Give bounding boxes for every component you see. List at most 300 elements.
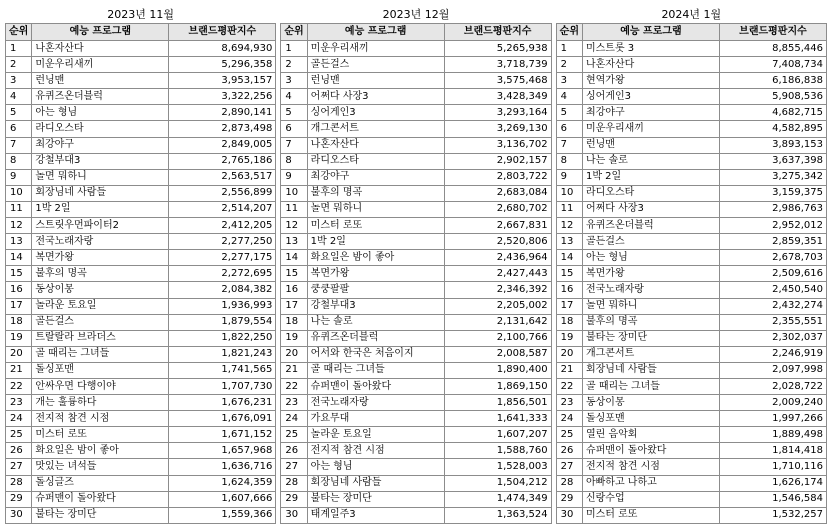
program-cell: 신랑수업 [582,491,719,507]
index-cell: 1,546,584 [719,491,826,507]
program-cell: 회장님네 사람들 [307,475,444,491]
rank-cell: 19 [281,330,307,346]
table-row [6,234,276,250]
ranking-table [5,23,276,524]
ranking-table [280,23,551,524]
index-cell: 1,588,760 [444,443,551,459]
program-cell: 놀면 뭐하니 [582,298,719,314]
table-row [6,266,276,282]
table-row [281,169,551,185]
program-cell: 동상이몽 [582,395,719,411]
rank-cell: 1 [281,41,307,57]
program-cell: 나혼자산다 [307,137,444,153]
table-row [281,362,551,378]
program-cell: 스트릿우먼파이터2 [32,218,169,234]
rank-cell: 13 [281,234,307,250]
rank-cell: 18 [556,314,582,330]
index-cell: 5,908,536 [719,89,826,105]
program-cell: 런닝맨 [32,73,169,89]
program-cell: 1박 2일 [32,201,169,217]
index-cell: 1,869,150 [444,378,551,394]
table-row [281,282,551,298]
program-cell: 복면가왕 [32,250,169,266]
period-title: 2023년 11월 [107,8,175,21]
rank-cell: 16 [6,282,32,298]
table-row [281,314,551,330]
program-cell: 나는 솔로 [307,314,444,330]
table-row [6,185,276,201]
program-cell: 최강야구 [582,105,719,121]
table-row [281,298,551,314]
table-row [6,475,276,491]
index-cell: 2,009,240 [719,395,826,411]
table-row [556,218,826,234]
index-cell: 1,504,212 [444,475,551,491]
program-cell: 슈퍼맨이 돌아왔다 [307,378,444,394]
index-cell: 8,855,446 [719,41,826,57]
rank-cell: 4 [6,89,32,105]
rank-cell: 12 [281,218,307,234]
index-cell: 3,893,153 [719,137,826,153]
index-cell: 2,450,540 [719,282,826,298]
table-row [6,411,276,427]
index-cell: 2,986,763 [719,201,826,217]
table-row [556,475,826,491]
rank-header: 순위 [556,24,582,41]
rank-cell: 12 [6,218,32,234]
table-row [281,105,551,121]
rank-cell: 30 [281,507,307,523]
rank-cell: 22 [281,378,307,394]
rank-cell: 21 [281,362,307,378]
program-cell: 강철부대3 [32,153,169,169]
ranking-table [556,23,827,524]
rank-cell: 26 [281,443,307,459]
table-row [281,201,551,217]
program-cell: 개그콘서트 [582,346,719,362]
table-row [556,73,826,89]
index-cell: 3,575,468 [444,73,551,89]
program-cell: 화요일은 밤이 좋아 [307,250,444,266]
rank-cell: 13 [556,234,582,250]
index-cell: 3,136,702 [444,137,551,153]
rank-cell: 25 [6,427,32,443]
index-cell: 2,277,175 [169,250,276,266]
program-cell: 미운우리새끼 [307,41,444,57]
table-row [556,443,826,459]
program-cell: 안싸우면 다행이야 [32,378,169,394]
rank-cell: 5 [6,105,32,121]
period-block [5,7,276,524]
table-row [281,73,551,89]
program-cell: 1박 2일 [582,169,719,185]
program-cell: 회장님네 사람들 [582,362,719,378]
header-row [281,24,551,41]
rank-cell: 18 [281,314,307,330]
program-cell: 돌싱포맨 [32,362,169,378]
program-cell: 전지적 참견 시점 [32,411,169,427]
rank-cell: 30 [556,507,582,523]
rank-cell: 23 [556,395,582,411]
index-cell: 1,657,968 [169,443,276,459]
table-row [556,185,826,201]
rank-cell: 11 [6,201,32,217]
program-header: 예능 프로그램 [307,24,444,41]
rank-cell: 21 [556,362,582,378]
program-cell: 런닝맨 [307,73,444,89]
rank-cell: 9 [281,169,307,185]
index-cell: 3,322,256 [169,89,276,105]
index-cell: 1,821,243 [169,346,276,362]
rank-cell: 3 [281,73,307,89]
table-row [6,491,276,507]
rank-cell: 20 [6,346,32,362]
table-row [6,395,276,411]
program-cell: 골 때리는 그녀들 [582,378,719,394]
index-cell: 3,718,739 [444,57,551,73]
program-cell: 놀라운 토요일 [307,427,444,443]
index-cell: 2,272,695 [169,266,276,282]
table-row [281,346,551,362]
index-cell: 2,427,443 [444,266,551,282]
index-cell: 2,008,587 [444,346,551,362]
index-cell: 2,277,250 [169,234,276,250]
index-cell: 2,859,351 [719,234,826,250]
index-cell: 2,563,517 [169,169,276,185]
index-cell: 4,582,895 [719,121,826,137]
rank-cell: 27 [556,459,582,475]
program-cell: 미스터 로또 [582,507,719,523]
program-cell: 전국노래자랑 [582,282,719,298]
index-cell: 1,607,666 [169,491,276,507]
program-cell: 슈퍼맨이 돌아왔다 [32,491,169,507]
table-row [281,443,551,459]
index-cell: 1,671,152 [169,427,276,443]
index-cell: 1,607,207 [444,427,551,443]
index-cell: 2,765,186 [169,153,276,169]
rank-cell: 17 [6,298,32,314]
table-row [281,250,551,266]
program-cell: 현역가왕 [582,73,719,89]
program-cell: 나혼자산다 [32,41,169,57]
table-row [556,298,826,314]
program-cell: 불타는 장미단 [307,491,444,507]
program-cell: 화요일은 밤이 좋아 [32,443,169,459]
program-cell: 미스트롯 3 [582,41,719,57]
program-cell: 나혼자산다 [582,57,719,73]
table-row [556,314,826,330]
program-cell: 라디오스타 [32,121,169,137]
table-row [6,427,276,443]
period-title: 2024년 1월 [661,8,722,21]
program-cell: 가요무대 [307,411,444,427]
rank-cell: 17 [281,298,307,314]
rank-cell: 10 [281,185,307,201]
index-cell: 5,265,938 [444,41,551,57]
index-cell: 2,873,498 [169,121,276,137]
index-cell: 1,363,524 [444,507,551,523]
table-row [556,378,826,394]
program-cell: 아빠하고 나하고 [582,475,719,491]
index-cell: 1,997,266 [719,411,826,427]
rank-cell: 2 [281,57,307,73]
rank-cell: 16 [556,282,582,298]
rank-cell: 7 [281,137,307,153]
program-cell: 개그콘서트 [307,121,444,137]
rank-cell: 2 [556,57,582,73]
index-cell: 2,100,766 [444,330,551,346]
index-cell: 1,474,349 [444,491,551,507]
table-row [556,169,826,185]
program-cell: 어서와 한국은 처음이지 [307,346,444,362]
table-row [6,250,276,266]
program-cell: 아는 형님 [307,459,444,475]
program-cell: 라디오스타 [582,185,719,201]
table-row [281,411,551,427]
rank-cell: 6 [6,121,32,137]
rank-cell: 15 [556,266,582,282]
index-cell: 3,159,375 [719,185,826,201]
program-cell: 골 때리는 그녀들 [32,346,169,362]
rank-cell: 5 [556,105,582,121]
program-cell: 최강야구 [32,137,169,153]
table-row [6,218,276,234]
index-cell: 7,408,734 [719,57,826,73]
index-cell: 2,346,392 [444,282,551,298]
index-cell: 1,889,498 [719,427,826,443]
rank-cell: 19 [6,330,32,346]
table-row [6,137,276,153]
rank-cell: 28 [6,475,32,491]
program-cell: 어쩌다 사장3 [582,201,719,217]
rank-cell: 22 [556,378,582,394]
program-cell: 불후의 명곡 [32,266,169,282]
index-cell: 3,275,342 [719,169,826,185]
table-row [6,57,276,73]
program-cell: 돌싱포맨 [582,411,719,427]
index-cell: 1,879,554 [169,314,276,330]
program-cell: 맛있는 녀석들 [32,459,169,475]
rank-cell: 21 [6,362,32,378]
table-row [6,378,276,394]
rank-cell: 19 [556,330,582,346]
rank-cell: 25 [556,427,582,443]
rank-cell: 24 [556,411,582,427]
index-cell: 1,636,716 [169,459,276,475]
table-row [281,475,551,491]
table-row [556,362,826,378]
table-row [6,282,276,298]
rank-cell: 23 [6,395,32,411]
period-title: 2023년 12월 [382,8,450,21]
table-row [6,89,276,105]
table-row [281,41,551,57]
index-cell: 2,028,722 [719,378,826,394]
table-row [556,41,826,57]
index-cell: 1,814,418 [719,443,826,459]
rank-cell: 10 [556,185,582,201]
index-cell: 1,710,116 [719,459,826,475]
table-row [6,362,276,378]
table-row [6,314,276,330]
table-row [556,201,826,217]
table-row [281,137,551,153]
program-cell: 태계일주3 [307,507,444,523]
table-row [6,507,276,523]
rank-cell: 28 [556,475,582,491]
table-row [281,153,551,169]
index-cell: 2,849,005 [169,137,276,153]
rank-header: 순위 [6,24,32,41]
program-cell: 강철부대3 [307,298,444,314]
program-cell: 골든걸스 [307,57,444,73]
program-cell: 놀면 뭐하니 [32,169,169,185]
rank-cell: 3 [6,73,32,89]
program-cell: 쿵쿵팔팔 [307,282,444,298]
index-cell: 2,890,141 [169,105,276,121]
program-cell: 미스터 로또 [32,427,169,443]
rank-cell: 29 [556,491,582,507]
rank-cell: 1 [6,41,32,57]
header-row [556,24,826,41]
program-cell: 유퀴즈온더블럭 [32,89,169,105]
index-cell: 1,559,366 [169,507,276,523]
rank-cell: 4 [556,89,582,105]
table-row [6,153,276,169]
index-cell: 2,205,002 [444,298,551,314]
rank-cell: 27 [6,459,32,475]
table-row [556,411,826,427]
rank-cell: 8 [556,153,582,169]
program-cell: 유퀴즈온더블럭 [582,218,719,234]
table-row [281,491,551,507]
table-row [281,395,551,411]
index-cell: 6,186,838 [719,73,826,89]
rank-cell: 29 [6,491,32,507]
rank-cell: 29 [281,491,307,507]
index-cell: 1,624,359 [169,475,276,491]
index-cell: 3,293,164 [444,105,551,121]
header-row [6,24,276,41]
rank-cell: 22 [6,378,32,394]
rank-cell: 7 [6,137,32,153]
program-cell: 미운우리새끼 [582,121,719,137]
index-cell: 2,509,616 [719,266,826,282]
rank-cell: 20 [281,346,307,362]
program-cell: 전지적 참견 시점 [307,443,444,459]
rank-cell: 11 [281,201,307,217]
index-cell: 5,296,358 [169,57,276,73]
program-cell: 회장님네 사람들 [32,185,169,201]
index-cell: 2,667,831 [444,218,551,234]
rank-cell: 26 [556,443,582,459]
table-row [556,137,826,153]
table-row [556,57,826,73]
program-cell: 미운우리새끼 [32,57,169,73]
program-cell: 동상이몽 [32,282,169,298]
rank-cell: 28 [281,475,307,491]
table-row [281,427,551,443]
index-cell: 3,953,157 [169,73,276,89]
table-row [556,121,826,137]
period-block [280,7,551,524]
index-cell: 1,676,231 [169,395,276,411]
rank-cell: 16 [281,282,307,298]
rank-cell: 3 [556,73,582,89]
program-cell: 어쩌다 사장3 [307,89,444,105]
table-row [6,121,276,137]
table-row [556,346,826,362]
program-cell: 불타는 장미단 [32,507,169,523]
program-cell: 싱어게인3 [307,105,444,121]
program-cell: 전국노래자랑 [307,395,444,411]
program-cell: 미스터 로또 [307,218,444,234]
rank-cell: 14 [6,250,32,266]
table-row [6,169,276,185]
index-cell: 1,532,257 [719,507,826,523]
index-cell: 8,694,930 [169,41,276,57]
program-cell: 나는 솔로 [582,153,719,169]
table-row [281,121,551,137]
rank-cell: 9 [6,169,32,185]
table-row [281,378,551,394]
index-cell: 2,246,919 [719,346,826,362]
program-cell: 복면가왕 [307,266,444,282]
program-header: 예능 프로그램 [582,24,719,41]
program-cell: 불후의 명곡 [582,314,719,330]
program-cell: 아는 형님 [32,105,169,121]
index-cell: 1,626,174 [719,475,826,491]
rank-cell: 13 [6,234,32,250]
index-cell: 3,269,130 [444,121,551,137]
program-cell: 놀라운 토요일 [32,298,169,314]
table-row [281,330,551,346]
index-cell: 2,556,899 [169,185,276,201]
program-cell: 런닝맨 [582,137,719,153]
program-cell: 골든걸스 [32,314,169,330]
rank-cell: 17 [556,298,582,314]
index-cell: 2,514,207 [169,201,276,217]
index-cell: 2,097,998 [719,362,826,378]
index-cell: 1,676,091 [169,411,276,427]
index-cell: 1,741,565 [169,362,276,378]
index-cell: 3,428,349 [444,89,551,105]
table-row [6,41,276,57]
rank-cell: 26 [6,443,32,459]
program-cell: 트랄랄라 브라더스 [32,330,169,346]
rank-cell: 24 [281,411,307,427]
table-row [556,459,826,475]
index-header: 브랜드평판지수 [444,24,551,41]
program-cell: 열린 음악회 [582,427,719,443]
program-cell: 라디오스타 [307,153,444,169]
rank-cell: 6 [556,121,582,137]
table-row [556,266,826,282]
program-cell: 전국노래자랑 [32,234,169,250]
program-header: 예능 프로그램 [32,24,169,41]
rank-cell: 8 [281,153,307,169]
index-cell: 2,302,037 [719,330,826,346]
table-row [281,218,551,234]
table-row [281,234,551,250]
rank-cell: 15 [281,266,307,282]
table-row [281,459,551,475]
program-cell: 놀면 뭐하니 [307,201,444,217]
rank-cell: 15 [6,266,32,282]
rank-cell: 8 [6,153,32,169]
index-cell: 2,803,722 [444,169,551,185]
table-row [556,491,826,507]
